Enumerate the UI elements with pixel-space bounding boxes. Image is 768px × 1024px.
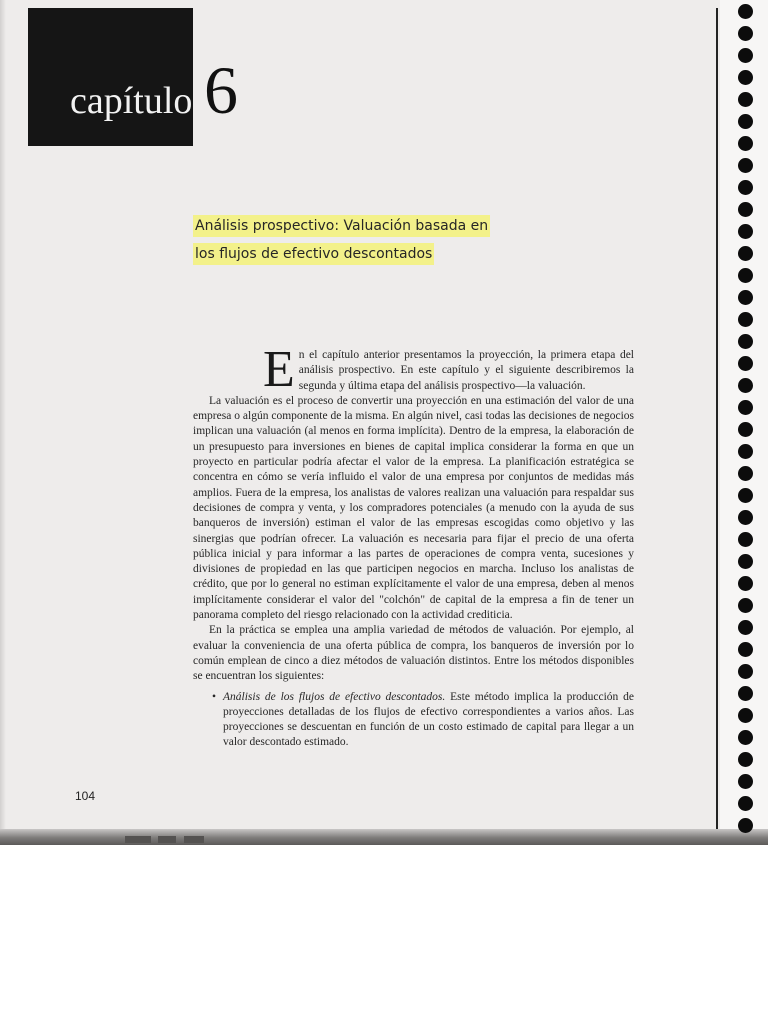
scan-mark: [184, 836, 204, 843]
binding-hole: [738, 730, 753, 745]
binding-hole: [738, 268, 753, 283]
binding-hole: [738, 246, 753, 261]
binding-hole: [738, 598, 753, 613]
binding-hole: [738, 400, 753, 415]
scan-bottom-shadow: [0, 829, 768, 845]
bullet-text: Este método implica la producción de proyecciones detalladas de los flujos de efectivo correspondientes a varios años. Las proyecciones se descuentan en función de un costo estimado de capital para llegar a un valor descontado estimado.: [223, 690, 634, 749]
scan-mark: [125, 836, 151, 843]
bullet-marker: •: [212, 690, 217, 703]
bullet-title: Análisis de los flujos de efectivo descontados.: [223, 690, 446, 703]
scan-mark: [158, 836, 176, 843]
chapter-label: capítulo: [70, 80, 193, 122]
binding-edge: [716, 8, 718, 834]
binding-hole: [738, 378, 753, 393]
binding-hole: [738, 708, 753, 723]
binding-hole: [738, 202, 753, 217]
binding-hole: [738, 488, 753, 503]
binding-hole: [738, 620, 753, 635]
bullet-item: [193, 690, 634, 751]
body-text: [193, 330, 634, 751]
binding-hole: [738, 92, 753, 107]
binding-hole: [738, 796, 753, 811]
binding-hole: [738, 4, 753, 19]
page-number: 104: [75, 789, 96, 803]
binding-hole: [738, 224, 753, 239]
binding-hole: [738, 70, 753, 85]
binding-hole: [738, 818, 753, 833]
binding-hole: [738, 510, 753, 525]
binding-hole: [738, 642, 753, 657]
binding-hole: [738, 290, 753, 305]
binding-hole: [738, 356, 753, 371]
binding-hole: [738, 752, 753, 767]
paragraph-text: n el capítulo anterior presentamos la proyección, la primera etapa del análisis prospectivo. En este capítulo y el siguiente describiremos la segunda y última etapa del análisis prospectivo—la valuación.: [298, 349, 634, 392]
binding-hole: [738, 774, 753, 789]
binding-hole: [738, 334, 753, 349]
paragraph: La valuación es el proceso de convertir una proyección en una estimación del valor de una empresa o algún componente de la misma. En algún nivel, casi todas las decisiones de negocios implican una valuación (al menos en forma implícita). Dentro de la empresa, la elaboración de un presupuesto para inversiones en bienes de capital implica considerar la forma en que un proyecto en particular podría afectar el valor de la empresa. La planificación estratégica se concentra en cómo se vería influido el valor de una empresa por conjuntos de medidas más amplios. Fuera de la empresa, los analistas de valores realizan una valuación para respaldar sus decisiones de compra y venta, y los compradores potenciales (a menudo con la ayuda de sus banqueros de inversión) estiman el valor de las empresas escogidas como objetivo y las sinergias que podrían ofrecer. La valuación es necesaria para fijar el precio de una oferta pública inicial y para informar a las partes de operaciones de compra venta, sucesiones y divisiones de propiedad en las que participen negocios en marcha. Incluso los analistas de crédito, que por lo general no estiman explícitamente el valor de una empresa, deben al menos implícitamente considerar el valor del "colchón" de capital de la empresa a fin de tener un panorama completo del riesgo relacionado con la actividad crediticia.: [193, 394, 634, 622]
drop-cap: E: [263, 341, 295, 398]
paragraph: En la práctica se emplea una amplia variedad de métodos de valuación. Por ejemplo, al evaluar la conveniencia de una oferta pública de compra, los banqueros de inversión por lo común emplean de cinco a diez métodos de valuación distintos. Entre los métodos disponibles se encuentran los siguientes:: [193, 624, 634, 683]
chapter-title-line-2: los flujos de efectivo descontados: [193, 243, 434, 265]
binding-hole: [738, 554, 753, 569]
binding-hole: [738, 422, 753, 437]
binding-hole: [738, 48, 753, 63]
binding-hole: [738, 180, 753, 195]
paper-edge: [0, 0, 6, 845]
chapter-banner: [28, 8, 193, 146]
binding-hole: [738, 26, 753, 41]
binding-hole: [738, 532, 753, 547]
binding-hole: [738, 158, 753, 173]
binding-hole: [738, 136, 753, 151]
binding-hole: [738, 664, 753, 679]
paragraph: [193, 330, 634, 398]
binding-hole: [738, 114, 753, 129]
binding-hole: [738, 686, 753, 701]
chapter-number: 6: [204, 52, 238, 128]
binding-hole: [738, 466, 753, 481]
binding-hole: [738, 576, 753, 591]
binding-hole: [738, 312, 753, 327]
binding-hole: [738, 444, 753, 459]
chapter-title-line-1: Análisis prospectivo: Valuación basada en: [193, 215, 490, 237]
